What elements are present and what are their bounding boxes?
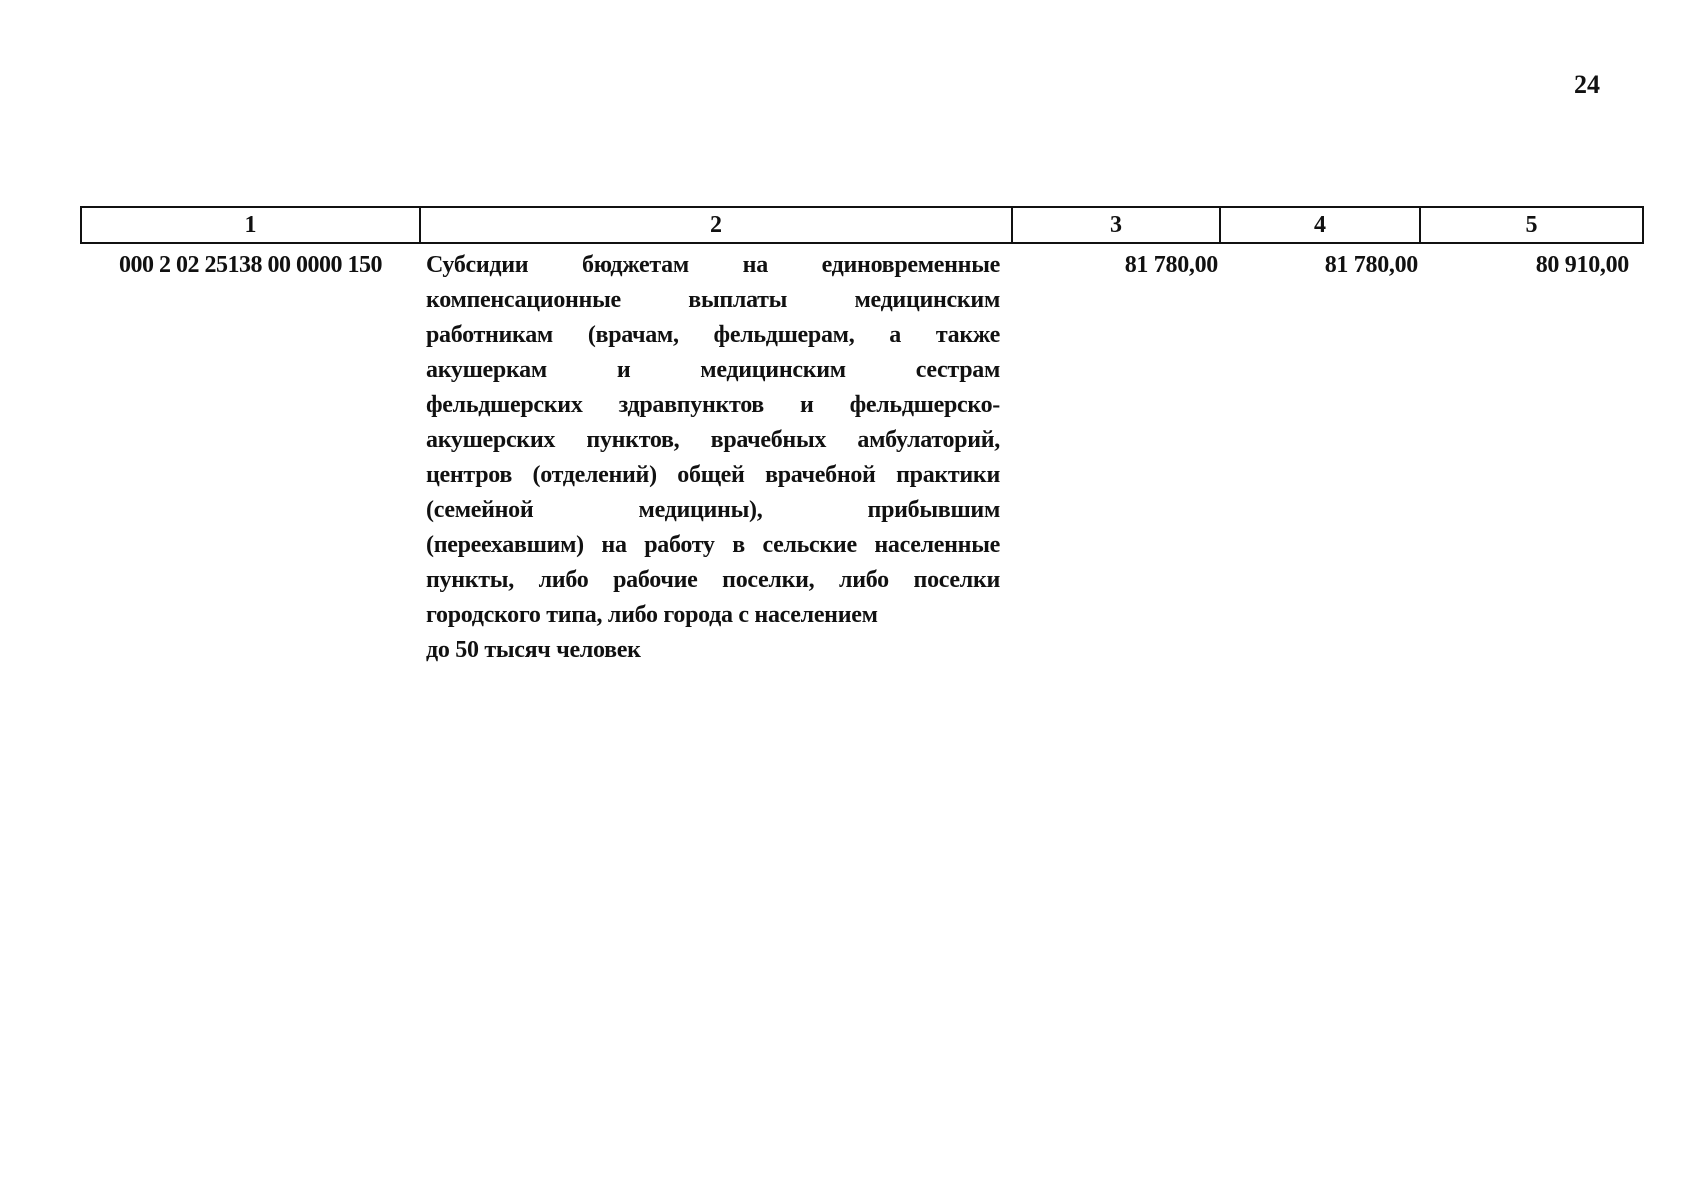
header-col-1: 1 <box>81 207 420 243</box>
header-col-3: 3 <box>1012 207 1220 243</box>
description-line: центров (отделений) общей врачебной практики <box>426 462 1000 488</box>
budget-code: 000 2 02 25138 00 0000 150 <box>119 252 382 278</box>
header-col-4: 4 <box>1220 207 1420 243</box>
description-line: городского типа, либо города с населением <box>426 602 878 628</box>
header-col-5: 5 <box>1420 207 1643 243</box>
description-line: фельдшерских здравпунктов и фельдшерско- <box>426 392 1000 418</box>
description-line: до 50 тысяч человек <box>426 637 641 663</box>
description-line: акушерских пунктов, врачебных амбулаторий, <box>426 427 1000 453</box>
table-row <box>81 243 1643 668</box>
value-col-4: 81 780,00 <box>1324 252 1418 278</box>
value-col-3: 81 780,00 <box>1124 252 1218 278</box>
budget-table <box>80 206 1644 668</box>
description-line: пункты, либо рабочие поселки, либо поселки <box>426 567 1000 593</box>
description-line: работникам (врачам, фельдшерам, а также <box>426 322 1000 348</box>
header-col-2: 2 <box>420 207 1012 243</box>
row-description <box>420 243 1012 668</box>
page-number: 24 <box>1574 70 1600 99</box>
table-header-row <box>81 207 1643 243</box>
description-line: (семейной медицины), прибывшим <box>426 497 1000 523</box>
description-line: компенсационные выплаты медицинским <box>426 287 1000 313</box>
description-line: Субсидии бюджетам на единовременные <box>426 252 1000 278</box>
description-line: акушеркам и медицинским сестрам <box>426 357 1000 383</box>
description-line: (переехавшим) на работу в сельские населенные <box>426 532 1000 558</box>
value-col-5: 80 910,00 <box>1535 252 1629 278</box>
